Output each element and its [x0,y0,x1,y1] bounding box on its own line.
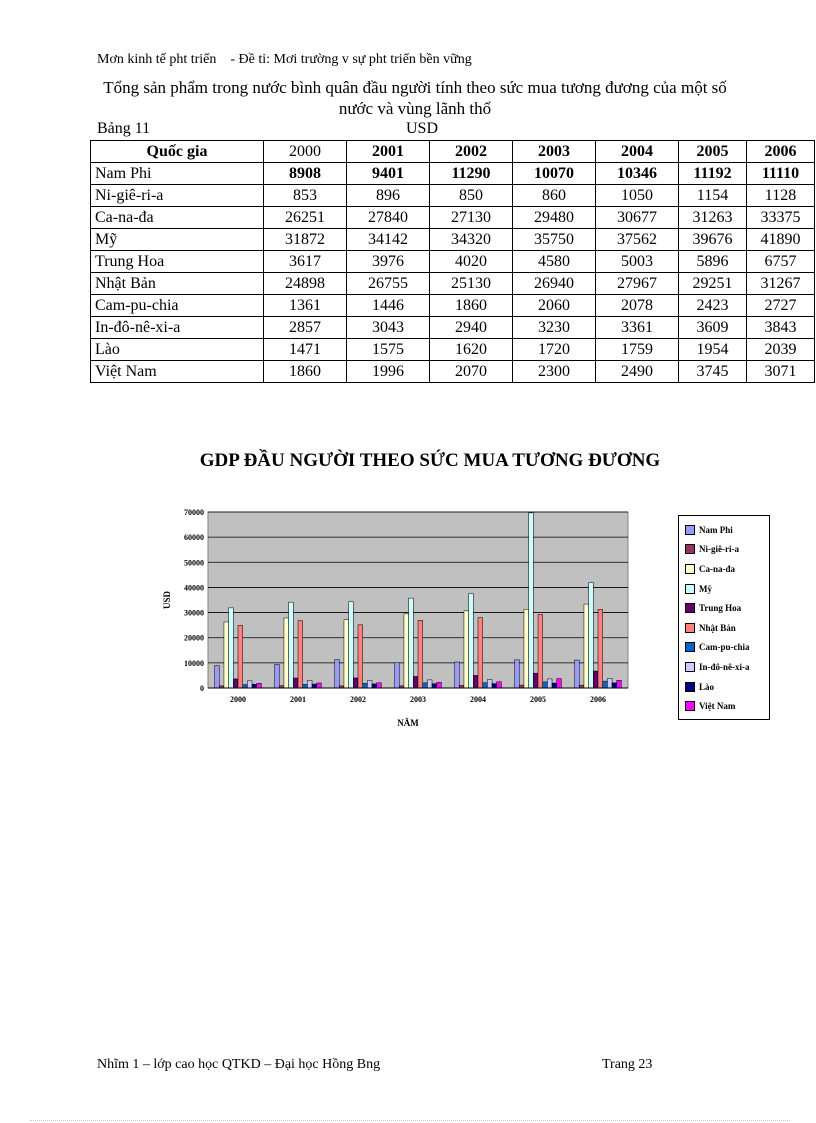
bar [529,513,534,688]
legend-item [685,618,769,638]
value-cell: 27840 [347,207,430,229]
value-cell: 2940 [430,317,513,339]
value-cell: 30677 [596,207,679,229]
value-cell: 896 [347,185,430,207]
legend-label: Lào [699,681,715,692]
value-cell: 35750 [513,229,596,251]
value-cell: 3230 [513,317,596,339]
value-cell: 2727 [747,295,815,317]
bar [413,676,418,688]
value-cell: 5896 [679,251,747,273]
bar [289,602,294,688]
legend-label: Ni-giê-ri-a [699,544,739,555]
bar [492,684,497,688]
value-cell: 34320 [430,229,513,251]
x-tick-label: 2006 [590,695,606,704]
legend-label: Ca-na-đa [699,563,736,574]
legend-swatch [685,701,695,711]
country-name-cell: Ni-giê-ri-a [91,185,264,207]
bar [404,614,409,688]
legend-item [685,540,769,560]
bar [349,602,354,688]
table-row [91,361,815,383]
table-header-year: 2005 [679,141,747,163]
y-tick-label: 40000 [184,583,204,593]
bar [243,685,248,688]
bar [483,683,488,688]
legend-label: Nhật Bản [699,622,736,633]
bar [238,625,243,688]
bar [432,684,437,688]
bar [367,681,372,688]
bar [552,683,557,688]
bar [427,680,432,688]
bar [377,683,382,688]
value-cell: 850 [430,185,513,207]
table-row [91,185,815,207]
value-cell: 1860 [430,295,513,317]
table-header-year: 2006 [747,141,815,163]
table-header-country: Quốc gia [91,141,264,163]
x-tick-label: 2004 [470,695,486,704]
value-cell: 10070 [513,163,596,185]
legend-swatch [685,525,695,535]
value-cell: 31872 [264,229,347,251]
table-row [91,207,815,229]
value-cell: 1860 [264,361,347,383]
bar [469,594,474,688]
value-cell: 8908 [264,163,347,185]
table-row [91,295,815,317]
footer-left: Nhĩm 1 – lớp cao học QTKD – Đại học Hồng Bng [97,1057,381,1072]
bar [603,681,608,688]
bar [363,683,368,688]
bar [478,618,483,688]
bar [612,683,617,688]
value-cell: 2490 [596,361,679,383]
bar [589,583,594,688]
bar [575,660,580,688]
bar [533,673,538,688]
x-tick-label: 2000 [230,695,246,704]
bar [335,660,340,688]
bar [455,662,460,688]
page-header: Mơn kinh tế pht triển - Đề ti: Mơi trường v sự pht triển bền vững [97,52,472,67]
country-name-cell: Lào [91,339,264,361]
value-cell: 1361 [264,295,347,317]
bar [224,622,229,688]
value-cell: 1050 [596,185,679,207]
value-cell: 1471 [264,339,347,361]
value-cell: 4580 [513,251,596,273]
value-cell: 29480 [513,207,596,229]
value-cell: 1620 [430,339,513,361]
gdp-table [90,140,815,383]
legend-item [685,696,769,716]
value-cell: 1954 [679,339,747,361]
bar [353,678,358,688]
table-header-year: 2001 [347,141,430,163]
value-cell: 37562 [596,229,679,251]
value-cell: 1759 [596,339,679,361]
table-row [91,251,815,273]
bar [293,678,298,688]
bar [298,621,303,688]
value-cell: 27130 [430,207,513,229]
value-cell: 11110 [747,163,815,185]
x-tick-label: 2005 [530,695,546,704]
page-divider [30,1120,790,1121]
bar [409,598,414,688]
value-cell: 11290 [430,163,513,185]
value-cell: 31263 [679,207,747,229]
bar [247,681,252,688]
page-number: Trang 23 [602,1057,653,1072]
bar [215,666,220,688]
value-cell: 2078 [596,295,679,317]
bar [257,683,262,688]
legend-swatch [685,623,695,633]
value-cell: 33375 [747,207,815,229]
bar [464,611,469,688]
bar [487,680,492,688]
value-cell: 1575 [347,339,430,361]
legend-item [685,598,769,618]
legend-label: Việt Nam [699,701,736,712]
value-cell: 5003 [596,251,679,273]
legend-swatch [685,564,695,574]
legend-item [685,638,769,658]
bar [284,618,289,688]
x-tick-label: 2003 [410,695,426,704]
value-cell: 2070 [430,361,513,383]
value-cell: 24898 [264,273,347,295]
value-cell: 25130 [430,273,513,295]
table-header-year: 2000 [264,141,347,163]
y-tick-label: 70000 [184,508,204,517]
value-cell: 29251 [679,273,747,295]
table-unit: USD [406,120,439,137]
y-tick-label: 50000 [184,558,204,568]
value-cell: 3843 [747,317,815,339]
bar [275,664,280,688]
value-cell: 853 [264,185,347,207]
legend-label: In-đô-nê-xi-a [699,661,750,672]
y-tick-label: 0 [200,684,204,693]
country-name-cell: Trung Hoa [91,251,264,273]
bar [515,660,520,688]
value-cell: 3071 [747,361,815,383]
value-cell: 41890 [747,229,815,251]
country-name-cell: Nhật Bản [91,273,264,295]
bar [598,609,603,688]
table-row [91,317,815,339]
country-name-cell: Nam Phi [91,163,264,185]
bar [538,614,543,688]
value-cell: 2857 [264,317,347,339]
value-cell: 1996 [347,361,430,383]
bar [524,609,529,688]
value-cell: 2060 [513,295,596,317]
table-header-year: 2002 [430,141,513,163]
value-cell: 3361 [596,317,679,339]
value-cell: 1154 [679,185,747,207]
x-axis-label: NĂM [397,718,419,728]
value-cell: 3976 [347,251,430,273]
value-cell: 3745 [679,361,747,383]
country-name-cell: Cam-pu-chia [91,295,264,317]
bar [252,684,257,688]
value-cell: 1720 [513,339,596,361]
value-cell: 26755 [347,273,430,295]
value-cell: 34142 [347,229,430,251]
value-cell: 26940 [513,273,596,295]
bar [303,684,308,688]
value-cell: 1446 [347,295,430,317]
country-name-cell: In-đô-nê-xi-a [91,317,264,339]
bar [584,604,589,688]
bar [307,680,312,688]
bar [557,679,562,688]
table-row [91,229,815,251]
gdp-bar-chart [150,495,630,735]
bar [593,671,598,688]
value-cell: 10346 [596,163,679,185]
value-cell: 4020 [430,251,513,273]
value-cell: 1128 [747,185,815,207]
legend-label: Nam Phi [699,524,733,535]
table-caption: Bảng 11 [97,120,151,137]
country-name-cell: Ca-na-đa [91,207,264,229]
y-axis-label: USD [162,590,172,610]
bar [233,679,238,688]
x-tick-label: 2002 [350,695,366,704]
country-name-cell: Việt Nam [91,361,264,383]
legend-item [685,579,769,599]
chart-title: GDP ĐẦU NGƯỜI THEO SỨC MUA TƯƠNG ĐƯƠNG [199,450,661,471]
legend-item [685,559,769,579]
legend-label: Mỹ [699,583,712,594]
value-cell: 11192 [679,163,747,185]
table-header-year: 2004 [596,141,679,163]
bar [547,679,552,688]
value-cell: 27967 [596,273,679,295]
y-tick-label: 10000 [184,658,204,668]
chart-legend [678,515,770,720]
value-cell: 6757 [747,251,815,273]
legend-item [685,520,769,540]
table-header-row [91,141,815,163]
value-cell: 3043 [347,317,430,339]
bar [317,683,322,688]
bar [344,620,349,688]
legend-swatch [685,603,695,613]
bar [372,684,377,688]
value-cell: 26251 [264,207,347,229]
legend-item [685,657,769,677]
value-cell: 3609 [679,317,747,339]
legend-swatch [685,544,695,554]
y-tick-label: 20000 [184,633,204,643]
value-cell: 39676 [679,229,747,251]
y-tick-label: 30000 [184,608,204,618]
legend-label: Cam-pu-chia [699,642,750,653]
bar [312,684,317,688]
table-row [91,273,815,295]
bar [358,625,363,688]
bar [229,608,234,688]
value-cell: 2300 [513,361,596,383]
table-header-year: 2003 [513,141,596,163]
x-tick-label: 2001 [290,695,306,704]
bar [418,620,423,688]
bar [607,678,612,688]
bar [395,663,400,688]
legend-label: Trung Hoa [699,603,742,614]
legend-item [685,677,769,697]
country-name-cell: Mỹ [91,229,264,251]
value-cell: 9401 [347,163,430,185]
bar [473,675,478,688]
bar [423,683,428,688]
value-cell: 3617 [264,251,347,273]
value-cell: 31267 [747,273,815,295]
bar [497,682,502,688]
bar [437,682,442,688]
table-row [91,339,815,361]
bar [617,680,622,688]
bar [543,682,548,688]
legend-swatch [685,682,695,692]
document-title: Tổng sản phẩm trong nước bình quân đầu người tính theo sức mua tương đương của một số nước và vùng lãnh thổ [103,78,727,118]
legend-swatch [685,642,695,652]
legend-swatch [685,662,695,672]
value-cell: 2423 [679,295,747,317]
value-cell: 2039 [747,339,815,361]
legend-swatch [685,584,695,594]
value-cell: 860 [513,185,596,207]
y-tick-label: 60000 [184,533,204,543]
table-row [91,163,815,185]
